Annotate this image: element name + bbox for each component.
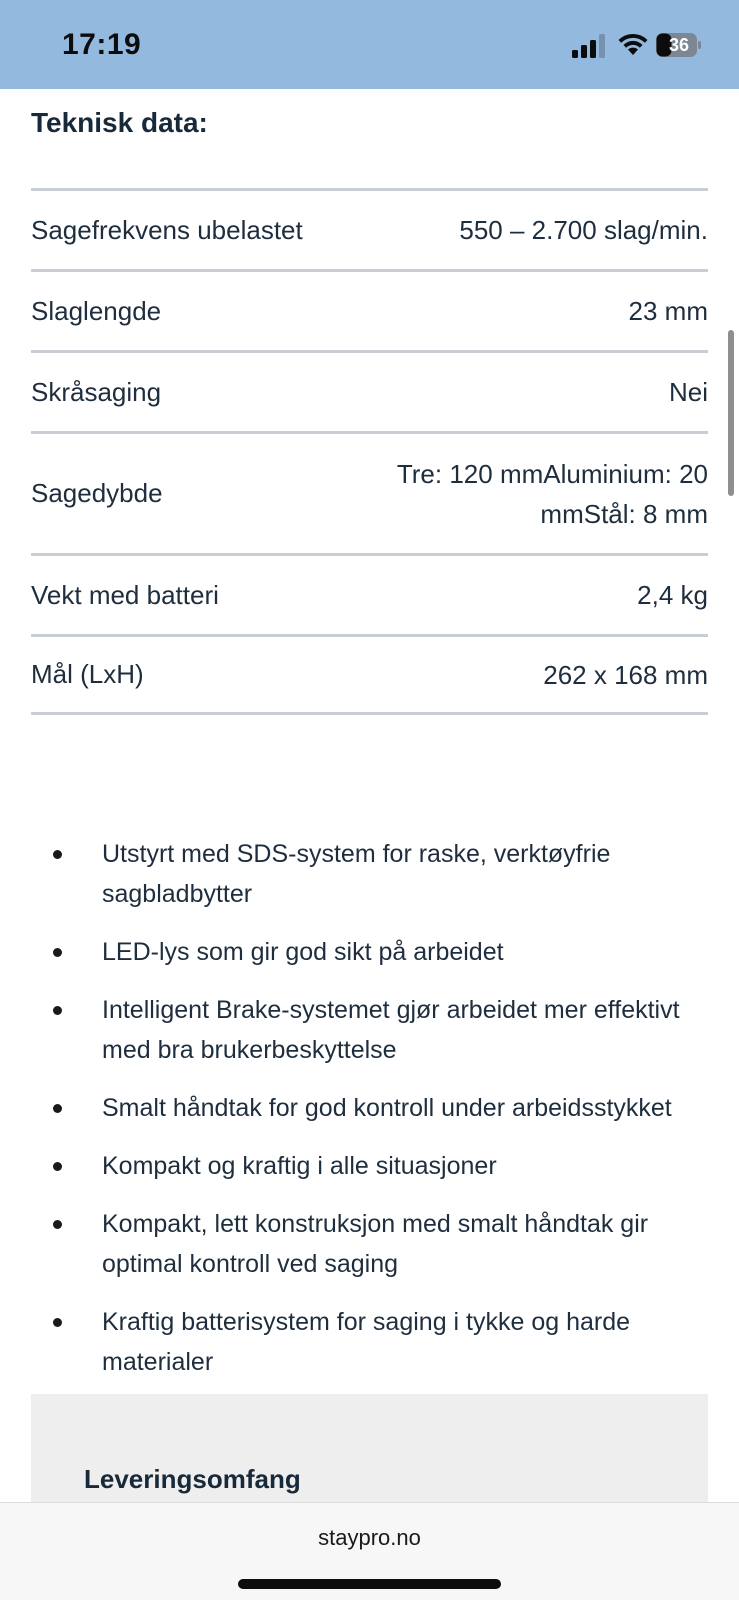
spec-row	[31, 553, 708, 634]
browser-bottom-bar	[0, 1502, 739, 1600]
delivery-section[interactable]	[31, 1394, 708, 1504]
feature-text: LED-lys som gir god sikt på arbeidet	[102, 938, 504, 966]
spec-row	[31, 350, 708, 431]
spec-table	[31, 188, 708, 715]
spec-label: Vekt med batteri	[31, 579, 219, 610]
bullet-icon	[53, 1220, 62, 1229]
bullet-icon	[53, 1162, 62, 1171]
spec-label: Slaglengde	[31, 295, 162, 326]
status-time: 17:19	[62, 28, 142, 61]
spec-value: 2,4 kg	[637, 580, 708, 610]
section-title: Teknisk data:	[31, 107, 208, 138]
spec-label: Sagefrekvens ubelastet	[31, 214, 303, 245]
spec-value: Tre: 120 mmAluminium: 20 mmStål: 8 mm	[396, 458, 708, 529]
spec-row	[31, 634, 708, 715]
feature-text: Kompakt og kraftig i alle situasjoner	[102, 1152, 497, 1180]
spec-value: Nei	[668, 377, 708, 407]
list-item	[31, 1204, 708, 1284]
bullet-icon	[53, 1104, 62, 1113]
spec-row	[31, 431, 708, 553]
spec-label: Mål (LxH)	[31, 659, 144, 689]
spec-value: 23 mm	[628, 296, 708, 326]
bullet-icon	[53, 1318, 62, 1327]
list-item	[31, 1302, 708, 1382]
feature-list	[31, 834, 708, 1400]
list-item	[31, 1146, 708, 1186]
signal-icon	[572, 34, 606, 58]
bullet-icon	[53, 1006, 62, 1015]
delivery-title[interactable]: Leveringsomfang	[84, 1464, 301, 1494]
list-item	[31, 990, 708, 1070]
wifi-icon	[617, 31, 649, 57]
home-indicator[interactable]	[238, 1579, 501, 1589]
scrollbar-thumb[interactable]	[728, 330, 734, 496]
feature-text: Kraftig batterisystem for saging i tykke og harde materialer	[102, 1308, 631, 1376]
bullet-icon	[53, 850, 62, 859]
spec-row	[31, 269, 708, 350]
feature-text: Smalt håndtak for god kontroll under arbeidsstykket	[102, 1094, 672, 1122]
spec-value: 550 – 2.700 slag/min.	[459, 215, 708, 245]
feature-text: Kompakt, lett konstruksjon med smalt håndtak gir optimal kontroll ved saging	[102, 1210, 649, 1278]
spec-row	[31, 188, 708, 269]
bullet-icon	[53, 948, 62, 957]
spec-label: Sagedybde	[31, 478, 163, 508]
feature-text: Utstyrt med SDS-system for raske, verktøyfrie sagbladbytter	[102, 840, 611, 908]
battery-level: 36	[668, 35, 690, 55]
list-item	[31, 834, 708, 914]
spec-label: Skråsaging	[31, 376, 162, 407]
list-item	[31, 932, 708, 972]
status-bar	[0, 0, 739, 89]
spec-value: 262 x 168 mm	[543, 659, 708, 690]
list-item	[31, 1088, 708, 1128]
feature-text: Intelligent Brake-systemet gjør arbeidet mer effektivt med bra brukerbeskyttelse	[102, 996, 680, 1064]
url-field[interactable]: staypro.no	[318, 1525, 421, 1550]
